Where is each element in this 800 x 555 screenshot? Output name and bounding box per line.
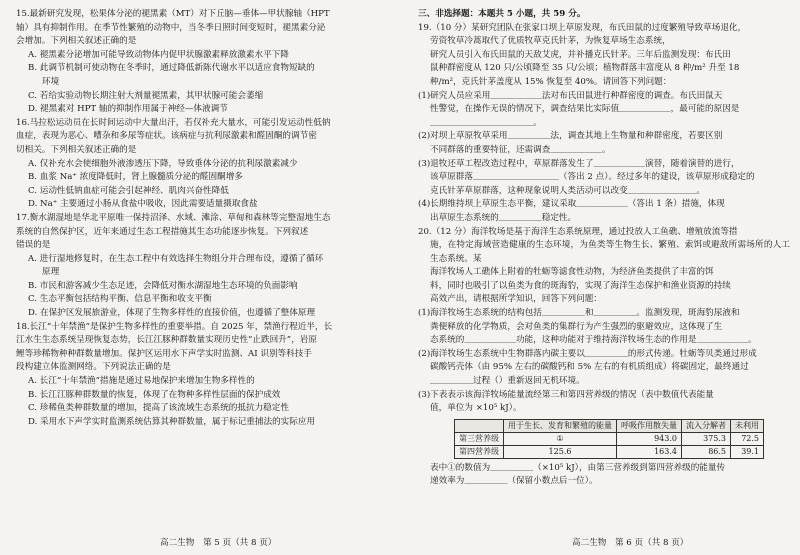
table-cell: 125.6 — [504, 445, 617, 458]
q15-option-b: B. 此调节机制可使动物在冬季时，通过降低新陈代谢水平以适应食物短缺的 — [28, 63, 315, 74]
table-cell: ① — [504, 432, 617, 445]
table-header-cell: 流入分解者 — [682, 419, 731, 432]
q20-table-question: 表中①的数值为＿＿＿＿＿（×10⁵ kJ），由第三营养级到第四营养级的能量传 — [430, 462, 726, 473]
q20-stem-line: 20.（12 分）海洋牧场是基于海洋生态系统原理，通过投放人工鱼礁、增殖放流等措 — [418, 226, 738, 237]
q16-option-a: A. 仅补充水会使细胞外液渗透压下降，导致垂体分泌的抗利尿激素减少 — [28, 158, 298, 169]
q17-stem-line: 错误的是 — [16, 240, 51, 251]
table-cell: 第四营养级 — [455, 445, 504, 458]
table-row — [455, 432, 764, 445]
page-footer-right: 高二生物 第 6 页（共 8 页） — [572, 538, 689, 548]
question-16 — [16, 117, 388, 212]
q19-stem-line: 劳资牧草冷蒿取代了优质牧草克氏针茅，为恢复草场生态系统， — [430, 36, 671, 47]
q17-stem-line: 系统的自然保护区，近年来通过生态工程措施其生态功能逐步恢复。下列叙述 — [16, 226, 309, 237]
question-15 — [16, 8, 388, 117]
right-page — [418, 8, 790, 489]
table-header-cell: 呼吸作用散失量 — [617, 419, 682, 432]
question-18 — [16, 321, 388, 430]
q20-sub3: (3)下表表示该海洋牧场能量流经第三和第四营养级的情况（表中数值代表能量 — [418, 389, 714, 400]
table-header-cell: 用于生长、发育和繁殖的能量 — [504, 419, 617, 432]
q20-stem-line: 海洋牧场人工礁体上附着的牡蛎等滤食性动物，为经济鱼类提供了丰富的饵 — [430, 267, 714, 278]
q16-option-c: C. 运动性低钠血症可能会引起神经、肌肉兴奋性降低 — [28, 185, 229, 196]
page-footer-left: 高二生物 第 5 页（共 8 页） — [160, 538, 277, 548]
table-cell: 39.1 — [731, 445, 764, 458]
q15-stem-line: 轴）具有抑制作用。在季节性繁殖的动物中，当冬季日照时间变短时，褪黑素分泌 — [16, 22, 326, 33]
q20-sub1-cont: 态系统的＿＿＿＿＿＿功能，这种功能对于维持海洋牧场生态的作用是＿＿＿＿＿＿。 — [430, 335, 757, 346]
table-cell: 第三营养级 — [455, 432, 504, 445]
q20-stem-line: 施，在特定海域营造健康的生态环境，为鱼类等生物生长、繁殖、索饵或避敌所需场所的人工生态系统。某 — [430, 240, 790, 264]
q18-stem-line: 18.长江“十年禁渔”是保护生物多样性的重要举措。自 2025 年，禁渔行程近半，长 — [16, 321, 333, 332]
q16-option-b: B. 血浆 Na⁺ 浓度降低时，肾上腺髓质分泌的醛固酮增多 — [28, 172, 243, 183]
table-header-cell — [455, 419, 504, 432]
q17-stem-line: 17.衡水湖湿地是华北平原唯一保持沼泽、水域、滩涂、草甸和森林等完整湿地生态 — [16, 212, 331, 223]
q20-stem-line: 料，同时也吸引了以鱼类为食的斑海豹，实现了海洋生态保护和渔业资源的持续 — [430, 280, 731, 291]
q19-sub2: (2)对坝上草原牧草采用＿＿＿＿＿法，调查其地上生物量和种群密度，若要区别 — [418, 131, 723, 142]
q20-stem-line: 高效产出，请根据所学知识，回答下列问题： — [430, 294, 602, 305]
q19-stem-line: 研究人员引入布氏田鼠的天敌艾虎，并补播克氏针茅。三年后监测发现：布氏田 — [430, 49, 731, 60]
table-cell: 375.3 — [682, 432, 731, 445]
q19-sub3-cont: 克氏针茅草原群落，这种现象说明人类活动可以改变＿＿＿＿＿＿＿＿。 — [430, 185, 706, 196]
q18-option-a: A. 长江“十年禁渔”措施是通过易地保护来增加生物多样性的 — [28, 376, 255, 387]
q19-stem-line: 19.（10 分）某研究团队在张家口坝上草原发现，布氏田鼠的过度繁殖导致草场退化， — [418, 22, 747, 33]
q15-option-b-cont: 环境 — [42, 76, 60, 87]
q16-option-d: D. Na⁺ 主要通过小肠从食盐中吸收，因此需要适量摄取食盐 — [28, 199, 258, 210]
q19-sub4: (4)长期维持坝上草原生态平衡，建议采取＿＿＿＿＿＿（答出 1 条）措施，体现 — [418, 199, 725, 210]
q17-option-a: A. 进行湿地修复时，在生态工程中有效选择生物组分并合理布设，遵循了循环 — [28, 253, 324, 264]
q19-sub1: (1)研究人员应采用＿＿＿＿＿＿法对布氏田鼠进行种群密度的调查。布氏田鼠天 — [418, 90, 723, 101]
q15-option-d: D. 褪黑素对 HPT 轴的抑制作用属于神经—体液调节 — [28, 104, 228, 115]
table-cell: 163.4 — [617, 445, 682, 458]
q19-sub4-cont: 出草原生态系统的＿＿＿＿＿稳定性。 — [430, 212, 577, 223]
q18-option-c: C. 珍稀鱼类种群数量的增加，提高了该流域生态系统的抵抗力稳定性 — [28, 403, 289, 414]
question-19 — [418, 22, 790, 226]
q15-stem-line: 15.最新研究发现，松果体分泌的褪黑素（MT）对下丘脑—垂体—甲状腺轴（HPT — [16, 9, 330, 19]
q18-option-d: D. 采用水下声学实时监测系统估算其种群数量，属于标记重捕法的实际应用 — [28, 416, 316, 427]
q16-stem-line: 切相关。下列相关叙述正确的是 — [16, 144, 137, 155]
q18-stem-line: 江水生生态系统呈现恢复态势，长江江豚种群数量实现历史性“止跌回升”，岩原 — [16, 335, 317, 346]
q19-sub2-cont: 不同群落的重要特征，还需调查＿＿＿＿＿＿。 — [430, 144, 611, 155]
q16-stem-line: 16.马拉松运动员在长时间运动中大量出汗，若仅补充大量水，可能引发运动性低钠 — [16, 117, 331, 128]
q15-option-c: C. 若给实验动物长期注射大剂量褪黑素，其甲状腺可能会萎缩 — [28, 90, 264, 101]
q19-stem-line: 种/m²，克氏针茅盖度从 15% 恢复至 40%。请回答下列问题： — [430, 76, 672, 87]
q16-stem-line: 血症，表现为恶心、嘈杂和多尿等症状。该病症与抗利尿激素和醛固酮的调节密 — [16, 131, 317, 142]
q17-option-a-cont: 原理 — [42, 267, 60, 278]
energy-table — [454, 419, 764, 459]
q15-option-a: A. 褪黑素分泌增加可能导致动物体内促甲状腺激素释放激素水平下降 — [28, 49, 289, 60]
q18-option-b: B. 长江江豚种群数量的恢复，体现了在物种多样性层面的保护成效 — [28, 389, 281, 400]
q18-stem-line: 鲤等珍稀物种种群数量增加。保护区运用水下声学实时监测、AI 识别等科技手 — [16, 348, 312, 359]
table-header-cell: 未利用 — [731, 419, 764, 432]
q20-sub2-cont: ＿＿＿＿＿过程（）重新返回无机环境。 — [430, 376, 585, 387]
section-heading: 三、非选择题：本题共 5 小题，共 59 分。 — [418, 9, 586, 19]
q17-option-c: C. 生态平衡包括结构平衡、信息平衡和收支平衡 — [28, 294, 212, 305]
q19-sub1-cont: 性警觉，在操作无误的情况下，调查结果比实际值＿＿＿＿＿＿，最可能的原因是 — [430, 104, 740, 115]
q17-option-b: B. 市民和游客减少生态足迹，会降低对衡水湖湿地生态环境的负面影响 — [28, 280, 298, 291]
table-row — [455, 445, 764, 458]
table-cell: 86.5 — [682, 445, 731, 458]
question-20 — [418, 226, 790, 490]
q20-table-question-cont: 递效率为＿＿＿＿＿（保留小数点后一位）。 — [430, 476, 598, 487]
q20-sub2-cont: 碳酸钙壳体（由 95% 左右的碳酸钙和 5% 左右的有机质组成）将碳固定，最终通过 — [430, 362, 749, 373]
q20-sub1-cont: 粪便释放的化学物质，会对鱼类的集群行为产生强烈的驱避效应，这体现了生 — [430, 321, 723, 332]
q20-sub3-cont: 值，单位为 ×10⁵ kJ）。 — [430, 403, 522, 414]
q18-stem-line: 段构建立体监测网络。下列说法正确的是 — [16, 362, 171, 373]
table-cell: 72.5 — [731, 432, 764, 445]
q17-option-d: D. 在保护区发展旅游业，体现了生物多样性的直接价值，也遵循了整体原理 — [28, 308, 316, 319]
table-cell: 943.0 — [617, 432, 682, 445]
q19-sub3-cont: 该草原群落＿＿＿＿＿＿＿＿＿＿（答出 2 点）。经过多年的建设，该草原形成稳定的 — [430, 172, 755, 183]
energy-table-header — [455, 419, 764, 432]
q15-stem-line: 会增加。下列相关叙述正确的是 — [16, 36, 137, 47]
q19-stem-line: 鼠种群密度从 120 只/公顷降至 35 只/公顷；植物群落丰富度从 8 种/m² 升至 18 — [430, 63, 740, 74]
q19-sub1-cont: ＿＿＿＿＿＿＿＿＿＿＿＿。 — [430, 117, 542, 128]
question-17 — [16, 212, 388, 321]
q20-sub2: (2)海洋牧场生态系统中生物群落内碳主要以＿＿＿＿＿的形式传递。牡蛎等贝类通过形成 — [418, 348, 757, 359]
q20-sub1: (1)海洋牧场生态系统的结构包括＿＿＿＿＿和＿＿＿＿＿。监测发现，斑海豹尿液和 — [418, 308, 740, 319]
q19-sub3: (3)退牧还草工程改造过程中，草原群落发生了＿＿＿＿＿＿演替，随着演替的进行， — [418, 158, 740, 169]
left-page — [16, 8, 388, 429]
